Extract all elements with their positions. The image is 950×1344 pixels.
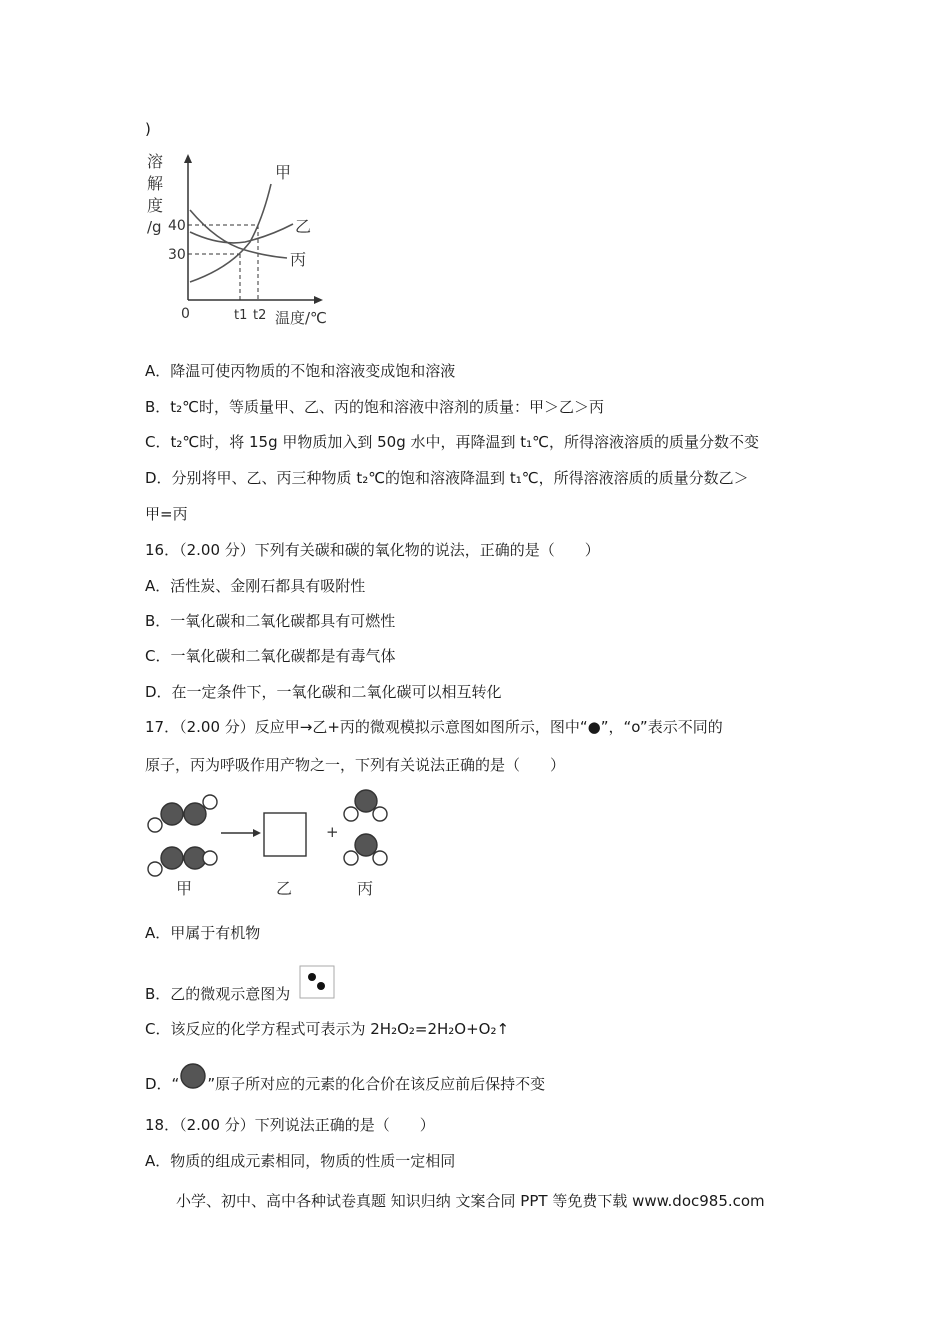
- q15-option-d-line2: 甲=丙: [145, 505, 188, 523]
- dark-atom-icon: [179, 1062, 207, 1090]
- q16-option-d: D．在一定条件下，一氧化碳和二氧化碳可以相互转化: [145, 683, 502, 701]
- plus-sign: +: [326, 823, 339, 841]
- q17-option-d-row: [145, 1074, 545, 1094]
- label-jia: 甲: [275, 163, 292, 182]
- o-atom: [184, 803, 206, 825]
- h-atom: [344, 851, 358, 865]
- y-title-char: /g: [147, 218, 162, 236]
- q16-option-b: B．一氧化碳和二氧化碳都具有可燃性: [145, 612, 396, 630]
- h-atom: [148, 818, 162, 832]
- o-atom: [161, 803, 183, 825]
- q17-option-b-row: [145, 984, 335, 1004]
- solubility-curve-figure: [145, 150, 345, 330]
- h-atom: [373, 851, 387, 865]
- label-yi: 乙: [295, 217, 312, 236]
- q17-stem-line1: 17．（2.00 分）反应甲→乙+丙的微观模拟示意图如图所示，图中“●”，“o”表示不同的: [145, 718, 723, 736]
- q18-option-a: A．物质的组成元素相同，物质的性质一定相同: [145, 1152, 456, 1170]
- o-atom: [355, 834, 377, 856]
- q17-stem-line2: 原子，丙为呼吸作用产物之一，下列有关说法正确的是（ ）: [145, 756, 566, 774]
- y-title-char: 溶: [147, 152, 164, 171]
- yi-empty-box: [264, 813, 306, 856]
- x-tick-t2: t2: [253, 308, 267, 323]
- q16-stem: 16．（2.00 分）下列有关碳和碳的氧化物的说法，正确的是（ ）: [145, 541, 600, 559]
- q18-stem: 18．（2.00 分）下列说法正确的是（ ）: [145, 1116, 435, 1134]
- prev-question-tail: ): [145, 120, 151, 138]
- reaction-micro-figure: [145, 788, 395, 900]
- q16-option-a: A．活性炭、金刚石都具有吸附性: [145, 577, 366, 595]
- y-title-char: 度: [147, 196, 164, 215]
- h-atom: [373, 807, 387, 821]
- q17-option-b: B．乙的微观示意图为: [145, 985, 291, 1003]
- h-atom: [344, 807, 358, 821]
- q15-option-a: A．降温可使丙物质的不饱和溶液变成饱和溶液: [145, 362, 456, 380]
- q17-option-c: C．该反应的化学方程式可表示为 2H₂O₂=2H₂O+O₂↑: [145, 1020, 510, 1038]
- h-atom: [203, 851, 217, 865]
- figure-label-yi: 乙: [276, 879, 293, 898]
- page-footer: 小学、初中、高中各种试卷真题 知识归纳 文案合同 PPT 等免费下载 www.doc985.com: [176, 1192, 765, 1210]
- reaction-arrow-head: [253, 829, 261, 837]
- o-atom: [355, 790, 377, 812]
- y-title-char: 解: [147, 174, 164, 193]
- q16-option-c: C．一氧化碳和二氧化碳都是有毒气体: [145, 647, 396, 665]
- x-axis-label: 温度/℃: [275, 309, 327, 327]
- x-tick-t1: t1: [234, 308, 248, 323]
- q15-option-d-line1: D．分别将甲、乙、丙三种物质 t₂℃的饱和溶液降温到 t₁℃，所得溶液溶质的质量分数乙＞: [145, 469, 749, 487]
- label-bing: 丙: [290, 250, 307, 269]
- figure-label-bing: 丙: [357, 879, 374, 898]
- h-atom: [203, 795, 217, 809]
- q17-option-a: A．甲属于有机物: [145, 924, 261, 942]
- o2-molecule-icon: [299, 965, 335, 999]
- x-axis-arrow: [314, 296, 323, 304]
- q15-option-b: B．t₂℃时，等质量甲、乙、丙的饱和溶液中溶剂的质量：甲＞乙＞丙: [145, 398, 605, 416]
- y-axis-arrow: [184, 154, 192, 163]
- curve-jia: [190, 184, 271, 282]
- figure-label-jia: 甲: [176, 879, 193, 898]
- y-tick-40: 40: [168, 218, 186, 234]
- origin-label: 0: [181, 306, 190, 322]
- h-atom: [148, 862, 162, 876]
- o-atom: [161, 847, 183, 869]
- q17-option-d-suffix: ”原子所对应的元素的化合价在该反应前后保持不变: [207, 1075, 546, 1093]
- q17-option-d-prefix: D．“: [145, 1075, 180, 1093]
- q15-option-c: C．t₂℃时，将 15g 甲物质加入到 50g 水中，再降温到 t₁℃，所得溶液溶质的质量分数不变: [145, 433, 760, 451]
- y-tick-30: 30: [168, 247, 186, 263]
